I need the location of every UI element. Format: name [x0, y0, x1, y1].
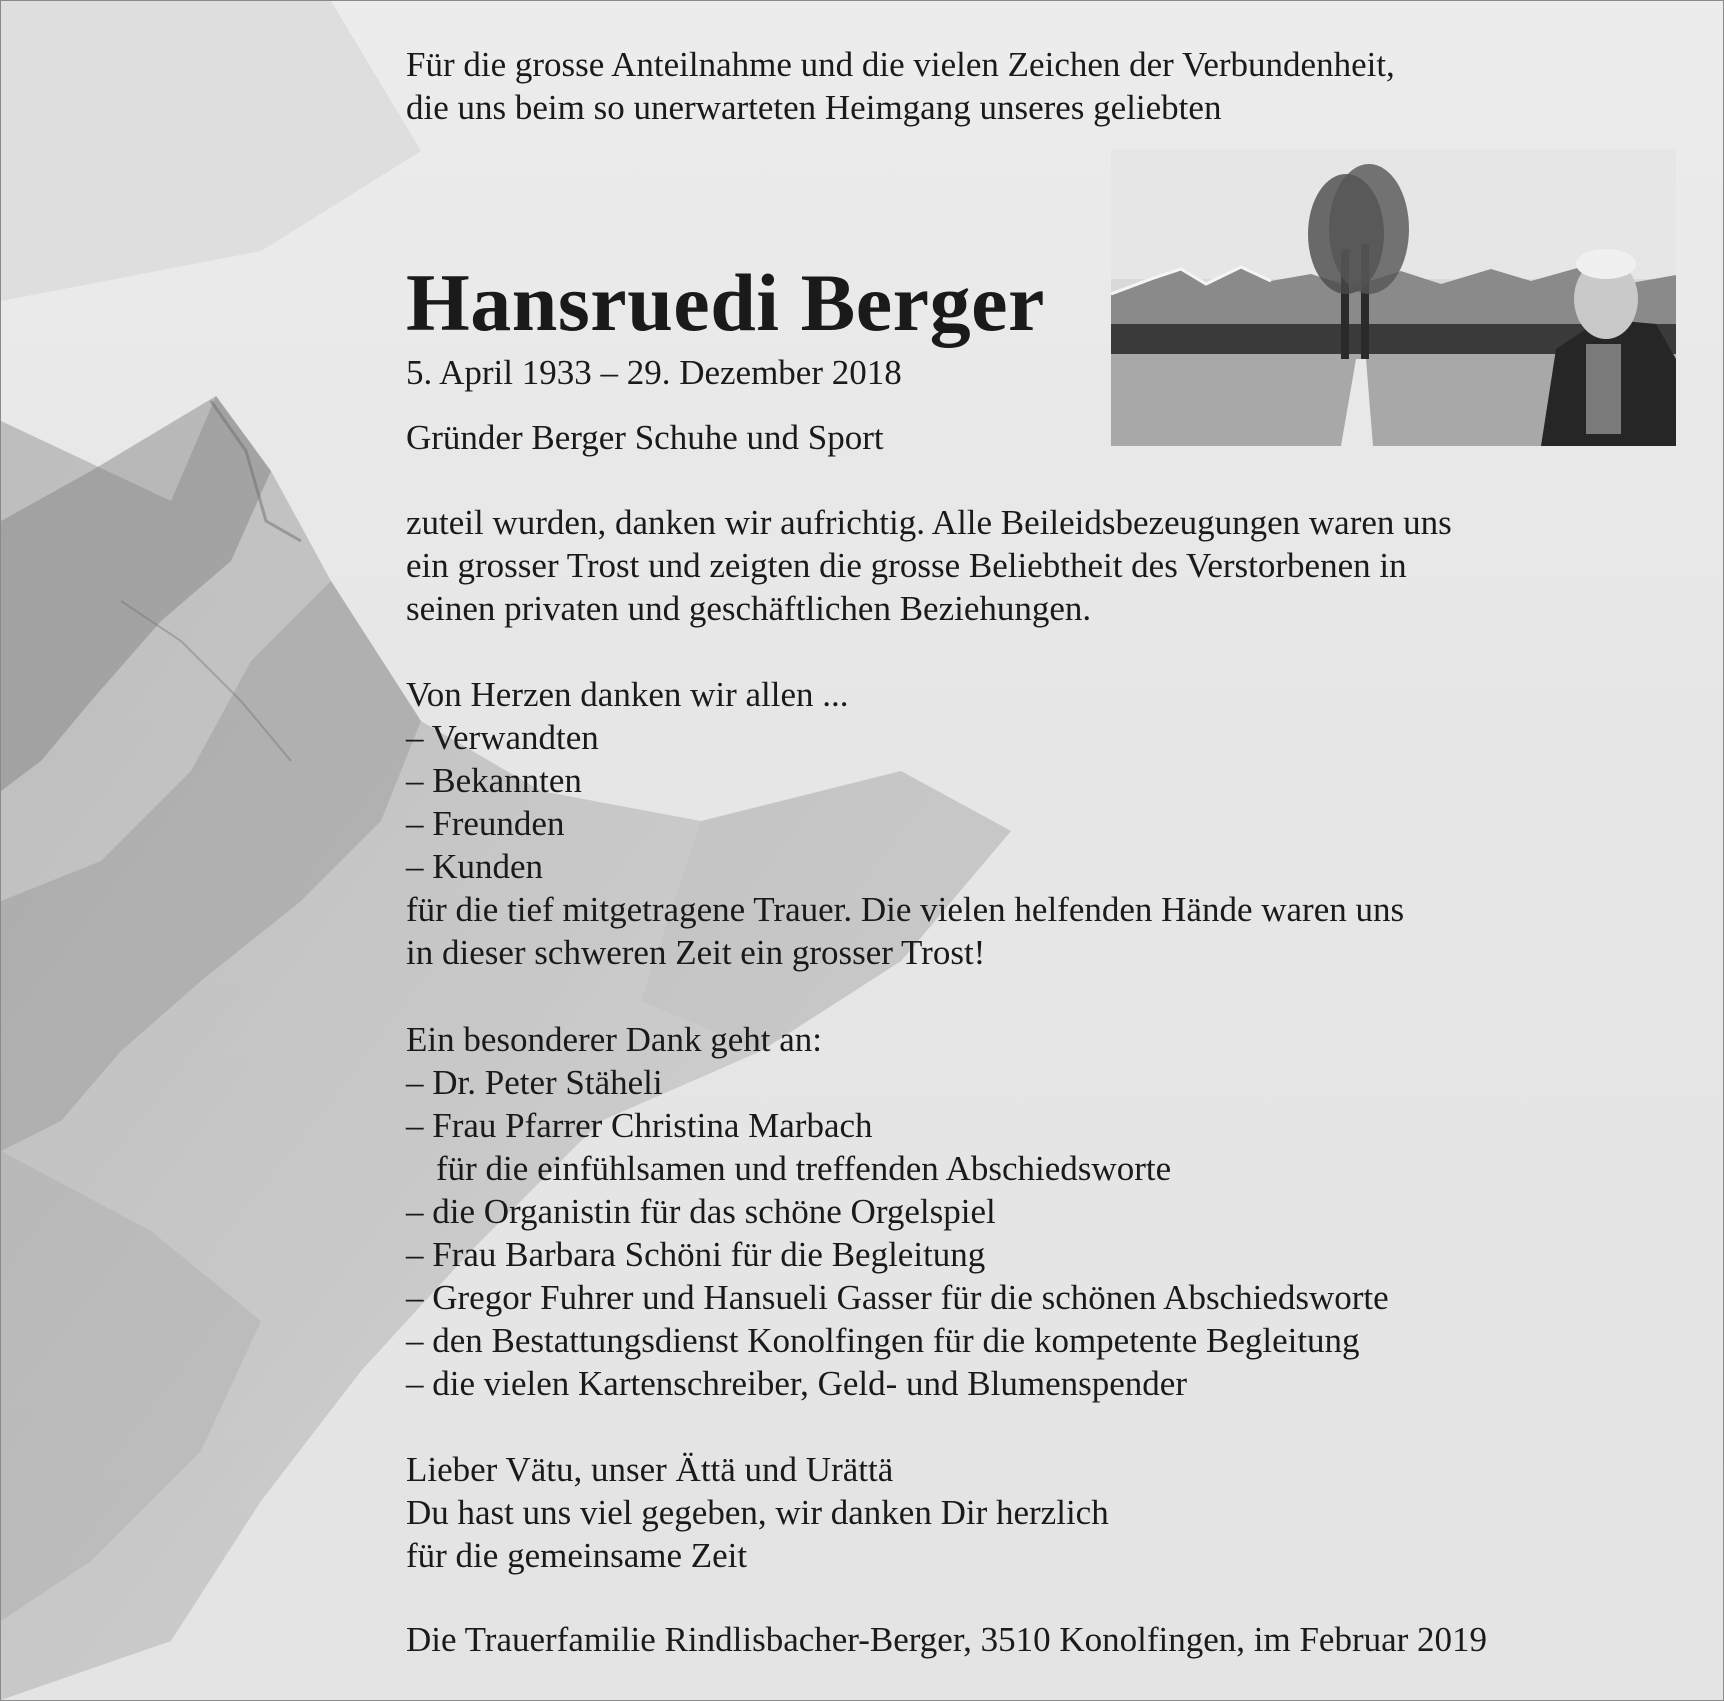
family-signature: Die Trauerfamilie Rindlisbacher-Berger, 3510 Konolfingen, im Februar 2019 [406, 1620, 1488, 1659]
intro-line: Für die grosse Anteilnahme und die vielen Zeichen der Verbundenheit, [406, 45, 1395, 84]
farewell-line: Du hast uns viel gegeben, wir danken Dir herzlich [406, 1493, 1109, 1532]
farewell-line: für die gemeinsame Zeit [406, 1536, 748, 1575]
paragraph-line: zuteil wurden, danken wir aufrichtig. Alle Beileidsbezeugungen waren uns [406, 503, 1452, 542]
thanks-item: – Kunden [406, 847, 544, 886]
intro-line: die uns beim so unerwarteten Heimgang unseres geliebten [406, 88, 1222, 127]
thanks-item: – Freunden [406, 804, 565, 843]
thanks-section [406, 673, 1404, 974]
special-thanks-item: – Frau Pfarrer Christina Marbach [406, 1106, 873, 1145]
deceased-role: Gründer Berger Schuhe und Sport [406, 418, 884, 457]
special-thanks-item-detail: für die einfühlsamen und treffenden Abschiedsworte [436, 1149, 1172, 1188]
special-thanks-item: – den Bestattungsdienst Konolfingen für die kompetente Begleitung [406, 1321, 1360, 1360]
special-thanks-intro: Ein besonderer Dank geht an: [406, 1020, 822, 1059]
thanks-intro: Von Herzen danken wir allen ... [406, 675, 849, 714]
special-thanks-item: – Gregor Fuhrer und Hansueli Gasser für die schönen Abschiedsworte [406, 1278, 1389, 1317]
thanks-outro-line: in dieser schweren Zeit ein grosser Trost! [406, 933, 986, 972]
special-thanks-item: – die Organistin für das schöne Orgelspiel [406, 1192, 996, 1231]
portrait-photo [1111, 149, 1676, 446]
farewell-line: Lieber Vätu, unser Ättä und Urättä [406, 1450, 894, 1489]
thanks-item: – Verwandten [406, 718, 599, 757]
special-thanks-section [406, 1018, 1389, 1405]
deceased-name: Hansruedi Berger [406, 257, 1045, 348]
paragraph-line: ein grosser Trost und zeigten die grosse Beliebtheit des Verstorbenen in [406, 546, 1407, 585]
special-thanks-item: – Dr. Peter Stäheli [406, 1063, 663, 1102]
gratitude-paragraph [406, 501, 1452, 630]
thanks-item: – Bekannten [406, 761, 582, 800]
paragraph-line: seinen privaten und geschäftlichen Beziehungen. [406, 589, 1092, 628]
intro-text [406, 43, 1395, 129]
life-dates: 5. April 1933 – 29. Dezember 2018 [406, 353, 902, 392]
special-thanks-item: – Frau Barbara Schöni für die Begleitung [406, 1235, 986, 1274]
thanks-outro-line: für die tief mitgetragene Trauer. Die vielen helfenden Hände waren uns [406, 890, 1405, 929]
farewell-section [406, 1448, 1109, 1577]
special-thanks-item: – die vielen Kartenschreiber, Geld- und Blumenspender [406, 1364, 1187, 1403]
